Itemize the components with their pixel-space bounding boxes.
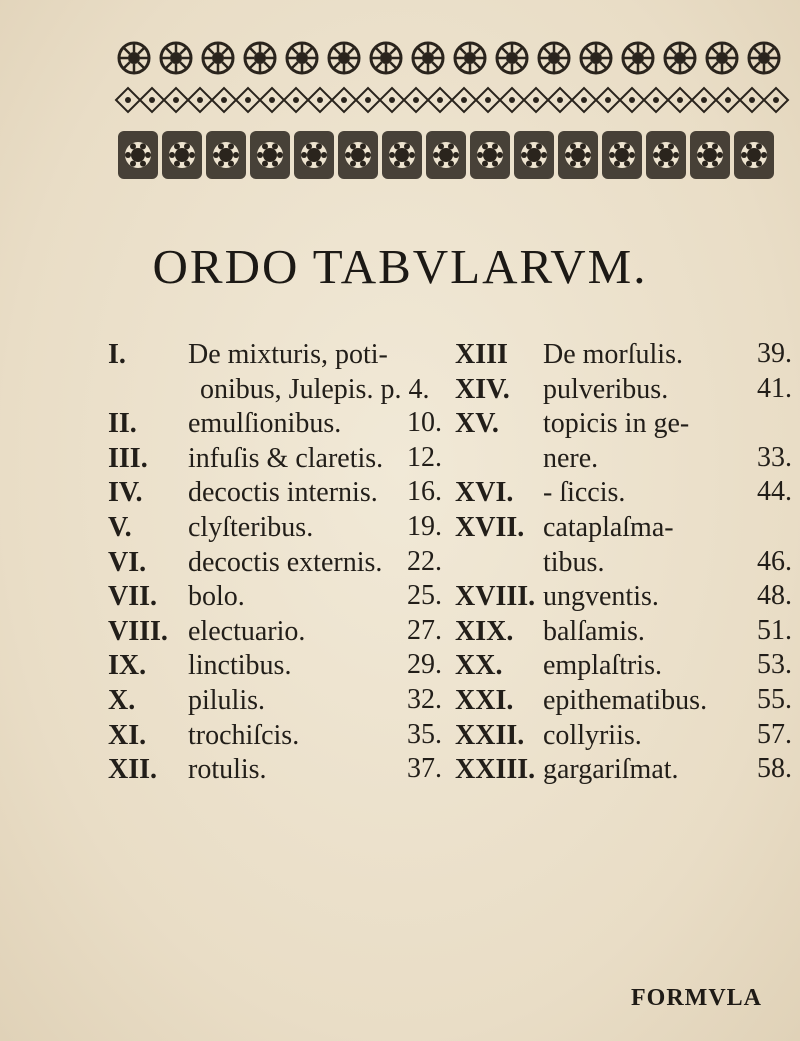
entry-title: cataplaſma- <box>543 512 674 543</box>
entry-number: VI. <box>108 546 147 578</box>
entry-number: XXII. <box>455 719 525 751</box>
left-entry <box>108 476 378 510</box>
left-entry <box>108 373 429 407</box>
entry-page-number: 12. <box>407 441 442 473</box>
entry-page-number: 58. <box>757 753 792 785</box>
entry-number: XXIII. <box>455 754 536 786</box>
entry-title: infuſis & claretis. <box>188 442 384 474</box>
entry-number: IV. <box>108 477 143 509</box>
right-entry <box>455 338 683 372</box>
entry-title: balſamis. <box>543 615 645 647</box>
entry-title: decoctis internis. <box>188 477 378 509</box>
entry-page-number: 55. <box>757 684 792 715</box>
right-entry <box>455 649 662 683</box>
entry-title: decoctis externis. <box>188 546 383 578</box>
entry-page-number: 27. <box>407 614 442 646</box>
entry-title: emulſionibus. <box>188 408 342 440</box>
left-entry <box>108 649 291 683</box>
left-entry <box>108 338 388 372</box>
entry-title: gargariſmat. <box>543 754 679 786</box>
entry-page-number: 32. <box>407 684 442 715</box>
entry-number: IX. <box>108 650 147 682</box>
entry-title: De mixturis, poti- <box>188 339 388 370</box>
left-entry <box>108 546 382 580</box>
entry-title: De morſulis. <box>543 339 683 370</box>
entry-title: bolo. <box>188 581 245 613</box>
entry-title: pilulis. <box>188 685 266 716</box>
entry-number: III. <box>108 442 148 474</box>
right-entry <box>455 546 604 580</box>
entry-page-number: 39. <box>757 338 792 369</box>
right-entry <box>455 442 598 476</box>
right-entry <box>455 580 659 614</box>
right-entry <box>455 753 679 787</box>
entry-page-number: 57. <box>757 718 792 750</box>
left-entry <box>108 580 245 614</box>
entry-page-number: 16. <box>407 476 442 508</box>
entry-title: ungventis. <box>543 581 659 613</box>
entry-title: tibus. <box>543 546 605 578</box>
entry-page-number: 44. <box>757 476 792 508</box>
entry-title: emplaſtris. <box>543 650 662 682</box>
right-entry <box>455 476 625 510</box>
entry-page-number: 33. <box>757 441 792 473</box>
entry-title: nere. <box>543 442 599 474</box>
left-entry <box>108 511 313 545</box>
entry-page-number: 22. <box>407 545 442 577</box>
entry-page-number: 51. <box>757 614 792 646</box>
entry-title: onibus, Julepis. p. 4. <box>200 373 430 405</box>
left-entry <box>108 753 267 787</box>
entry-number: XVII. <box>455 512 525 543</box>
entry-number: XII. <box>108 754 158 786</box>
entry-title: collyriis. <box>543 719 642 751</box>
entry-page-number: 25. <box>407 580 442 612</box>
right-entry <box>455 615 645 649</box>
entry-number: VII. <box>108 581 158 613</box>
entry-number: XXI. <box>455 685 514 716</box>
entry-number: XIII <box>455 339 508 370</box>
entry-number: VIII. <box>108 615 168 647</box>
entry-page-number: 53. <box>757 649 792 681</box>
entry-title: topicis in ge- <box>543 408 690 440</box>
entry-page-number: 48. <box>757 580 792 612</box>
entry-number: XVIII. <box>455 581 536 613</box>
entry-title: trochiſcis. <box>188 719 300 751</box>
entry-title: pulveribus. <box>543 373 669 405</box>
left-entry <box>108 615 305 649</box>
entry-page-number: 37. <box>407 753 442 785</box>
entry-number: XIV. <box>455 373 510 405</box>
left-entry <box>108 719 299 753</box>
right-entry <box>455 684 707 718</box>
page-title: ORDO TABVLARVM. <box>152 239 648 294</box>
entry-number: XVI. <box>455 477 514 509</box>
entry-number: I. <box>108 339 126 370</box>
right-entry <box>455 719 642 753</box>
entry-number: XV. <box>455 408 499 440</box>
entry-number: XX. <box>455 650 503 682</box>
entry-title: rotulis. <box>188 754 267 786</box>
floral-headpiece-ornament <box>112 30 792 190</box>
entry-number: XI. <box>108 719 147 751</box>
catchword: FORMVLA <box>631 985 762 1011</box>
right-entry <box>455 407 689 441</box>
entry-number: X. <box>108 685 136 716</box>
entry-title: linctibus. <box>188 650 292 682</box>
entry-page-number: 29. <box>407 649 442 681</box>
left-entry <box>108 407 341 441</box>
right-entry <box>455 373 668 407</box>
right-entry <box>455 511 674 545</box>
entry-number: V. <box>108 512 132 543</box>
entry-page-number: 10. <box>407 407 442 439</box>
entry-title: clyſteribus. <box>188 512 314 543</box>
left-entry <box>108 442 383 476</box>
entry-title: epithematibus. <box>543 685 708 716</box>
entry-page-number: 19. <box>407 511 442 542</box>
entry-page-number: 35. <box>407 718 442 750</box>
entry-page-number: 46. <box>757 545 792 577</box>
entry-number: II. <box>108 408 137 440</box>
entry-title: - ſiccis. <box>543 477 626 509</box>
entry-number: XIX. <box>455 615 514 647</box>
entry-page-number: 41. <box>757 372 792 404</box>
entry-title: electuario. <box>188 615 306 647</box>
left-entry <box>108 684 265 718</box>
